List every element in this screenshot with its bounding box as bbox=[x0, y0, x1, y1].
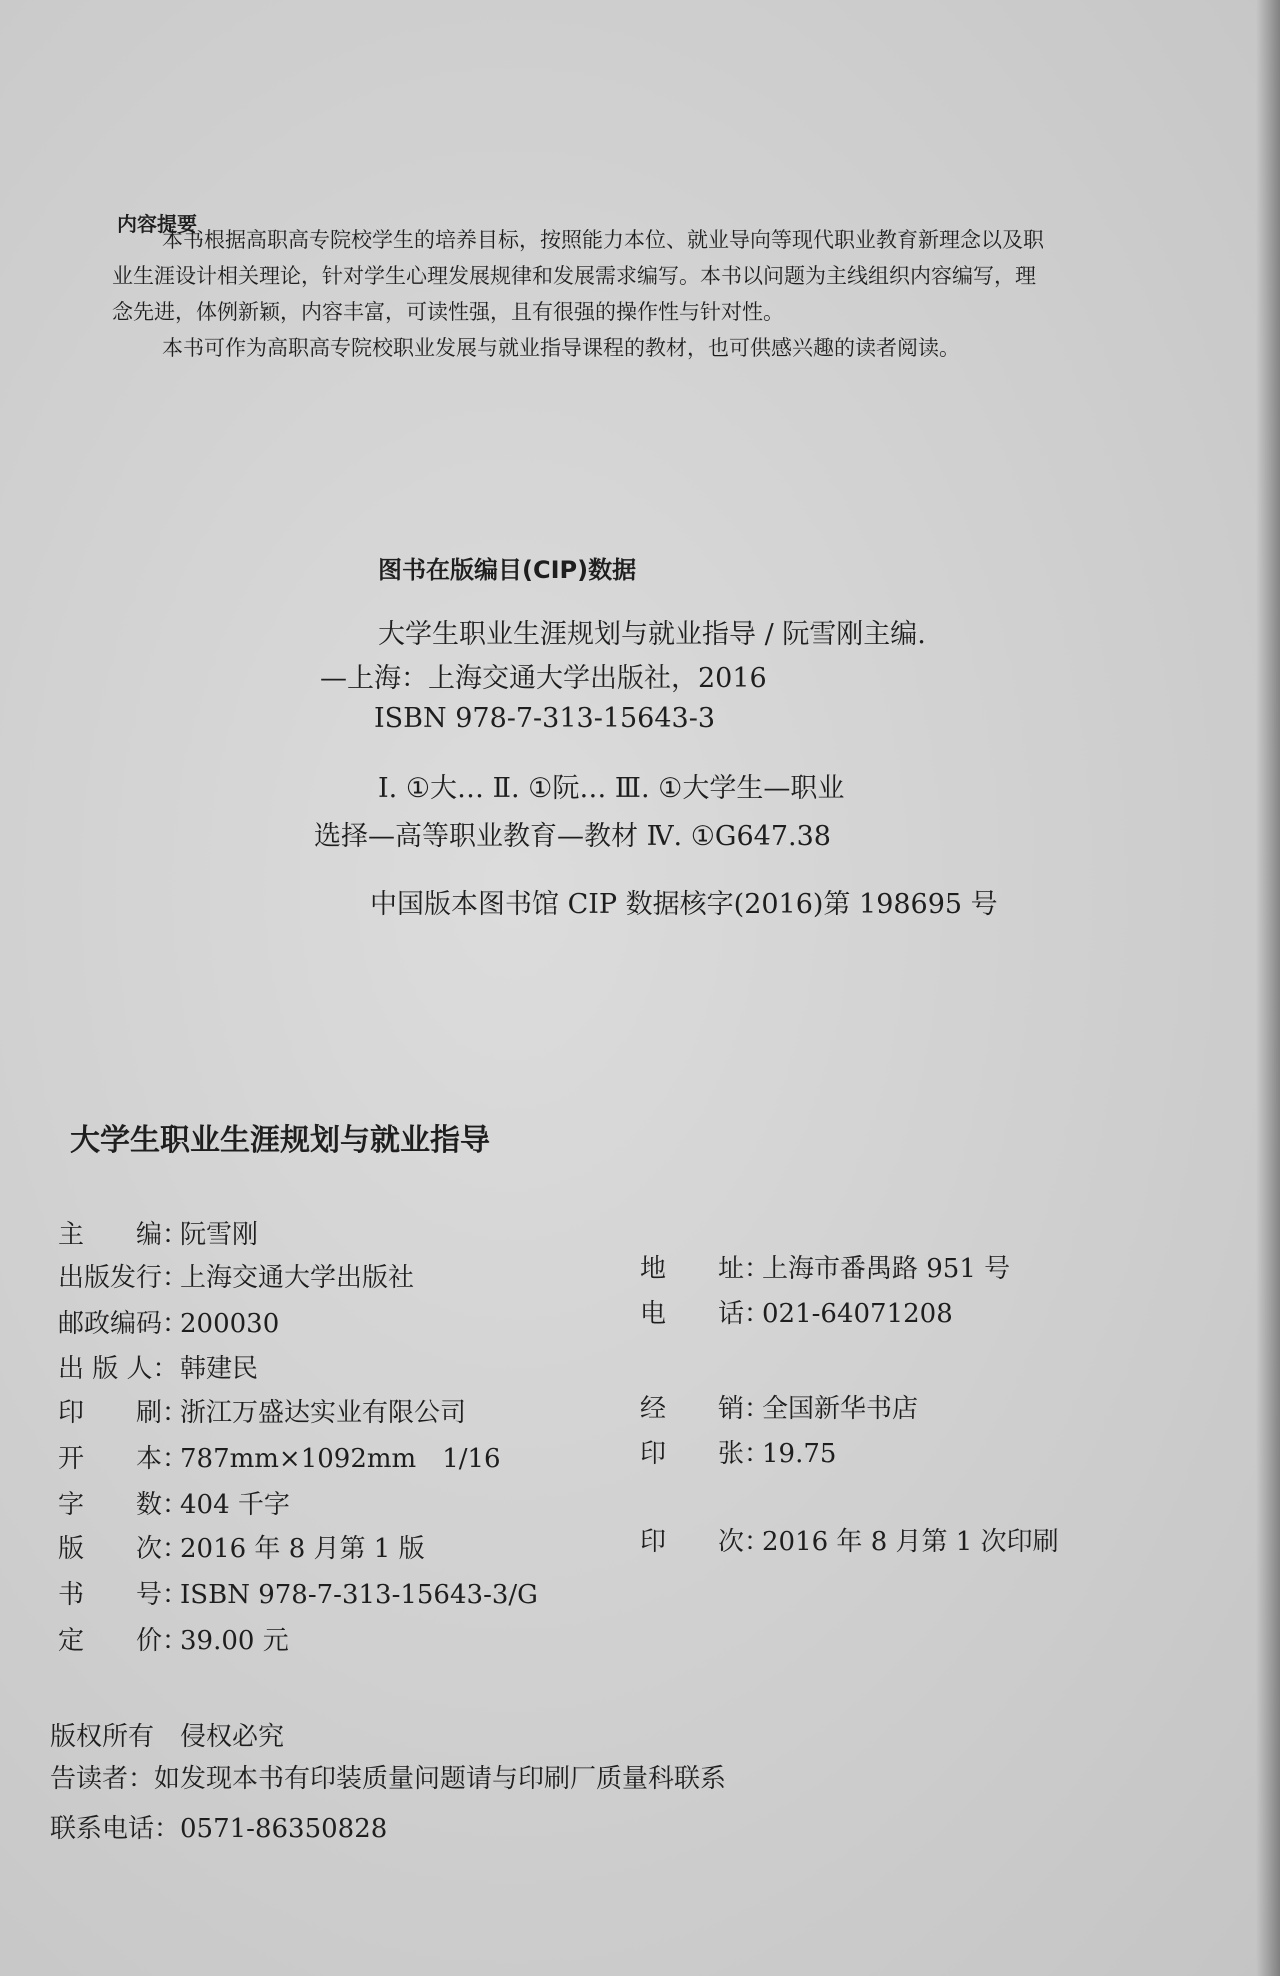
cip-record-number: 中国版本图书馆 CIP 数据核字(2016)第 198695 号 bbox=[370, 889, 998, 920]
left-info-label: 开 本： bbox=[58, 1444, 189, 1474]
right-info-row bbox=[640, 1248, 1010, 1285]
right-info-row bbox=[640, 1433, 836, 1470]
left-info-value: 200030 bbox=[180, 1309, 280, 1339]
summary-p1-line3: 念先进，体例新颖，内容丰富，可读性强，且有很强的操作性与针对性。 bbox=[112, 300, 784, 324]
left-info-label: 出版发行： bbox=[58, 1263, 189, 1293]
cip-isbn-line: ISBN 978-7-313-15643-3 bbox=[374, 703, 716, 734]
left-info-value: 韩建民 bbox=[180, 1354, 259, 1384]
summary-p2: 本书可作为高职高专院校职业发展与就业指导课程的教材，也可供感兴趣的读者阅读。 bbox=[162, 336, 960, 360]
left-info-row bbox=[58, 1574, 538, 1611]
right-info-row bbox=[640, 1521, 1059, 1558]
right-info-row bbox=[640, 1293, 953, 1330]
left-info-row bbox=[58, 1392, 466, 1429]
cip-classification-line1: Ⅰ. ①大… Ⅱ. ①阮… Ⅲ. ①大学生—职业 bbox=[378, 773, 845, 804]
cip-classification-line2: 选择—高等职业教育—教材 Ⅳ. ①G647.38 bbox=[314, 821, 831, 852]
left-info-value: 39.00 元 bbox=[180, 1626, 289, 1656]
right-info-value: 19.75 bbox=[762, 1439, 837, 1469]
right-info-label: 电 话： bbox=[640, 1299, 771, 1329]
left-info-row bbox=[58, 1257, 414, 1294]
left-info-value: 浙江万盛达实业有限公司 bbox=[180, 1398, 467, 1428]
right-info-label: 印 次： bbox=[640, 1527, 771, 1557]
left-info-label: 书 号： bbox=[58, 1580, 189, 1610]
left-info-row bbox=[58, 1303, 279, 1340]
left-info-row bbox=[58, 1528, 425, 1565]
left-info-value: 787mm×1092mm 1/16 bbox=[180, 1444, 501, 1474]
right-info-value: 2016 年 8 月第 1 次印刷 bbox=[762, 1527, 1059, 1557]
left-info-label: 印 刷： bbox=[58, 1398, 189, 1428]
left-info-row bbox=[58, 1484, 290, 1521]
left-info-label: 邮政编码： bbox=[58, 1309, 189, 1339]
left-info-label: 版 次： bbox=[58, 1534, 189, 1564]
cip-heading: 图书在版编目(CIP)数据 bbox=[378, 556, 637, 584]
right-info-label: 地 址： bbox=[640, 1254, 771, 1284]
left-info-value: 404 千字 bbox=[180, 1490, 290, 1520]
right-info-label: 经 销： bbox=[640, 1394, 771, 1424]
cip-title-line: 大学生职业生涯规划与就业指导 / 阮雪刚主编. bbox=[378, 619, 926, 650]
left-info-row bbox=[58, 1438, 501, 1475]
left-info-value: 2016 年 8 月第 1 版 bbox=[180, 1534, 425, 1564]
left-info-value: ISBN 978-7-313-15643-3/G bbox=[180, 1580, 538, 1610]
summary-p1-line1: 本书根据高职高专院校学生的培养目标，按照能力本位、就业导向等现代职业教育新理念以及职 bbox=[162, 228, 1044, 252]
page-edge-shadow bbox=[1256, 0, 1280, 1976]
right-info-value: 全国新华书店 bbox=[762, 1394, 919, 1424]
left-info-label: 主 编： bbox=[58, 1220, 189, 1250]
left-info-row bbox=[58, 1620, 289, 1657]
left-info-label: 字 数： bbox=[58, 1490, 189, 1520]
summary-heading: 内容提要 bbox=[117, 212, 197, 236]
left-info-row bbox=[58, 1348, 258, 1385]
right-info-value: 021-64071208 bbox=[762, 1299, 953, 1329]
reader-notice: 告读者：如发现本书有印装质量问题请与印刷厂质量科联系 bbox=[50, 1764, 727, 1794]
left-info-label: 出 版 人： bbox=[58, 1354, 179, 1384]
left-info-label: 定 价： bbox=[58, 1626, 189, 1656]
contact-phone: 联系电话：0571-86350828 bbox=[50, 1814, 388, 1844]
right-info-value: 上海市番禺路 951 号 bbox=[762, 1254, 1011, 1284]
summary-p1-line2: 业生涯设计相关理论，针对学生心理发展规律和发展需求编写。本书以问题为主线组织内容编写，理 bbox=[112, 264, 1036, 288]
left-info-value: 上海交通大学出版社 bbox=[180, 1263, 415, 1293]
right-info-label: 印 张： bbox=[640, 1439, 771, 1469]
book-title: 大学生职业生涯规划与就业指导 bbox=[70, 1123, 490, 1158]
right-info-row bbox=[640, 1388, 918, 1425]
left-info-row bbox=[58, 1214, 258, 1251]
left-info-value: 阮雪刚 bbox=[180, 1220, 259, 1250]
copyright-notice: 版权所有 侵权必究 bbox=[50, 1722, 285, 1752]
cip-publisher-line: —上海：上海交通大学出版社，2016 bbox=[320, 663, 767, 694]
summary-body bbox=[112, 218, 1192, 366]
